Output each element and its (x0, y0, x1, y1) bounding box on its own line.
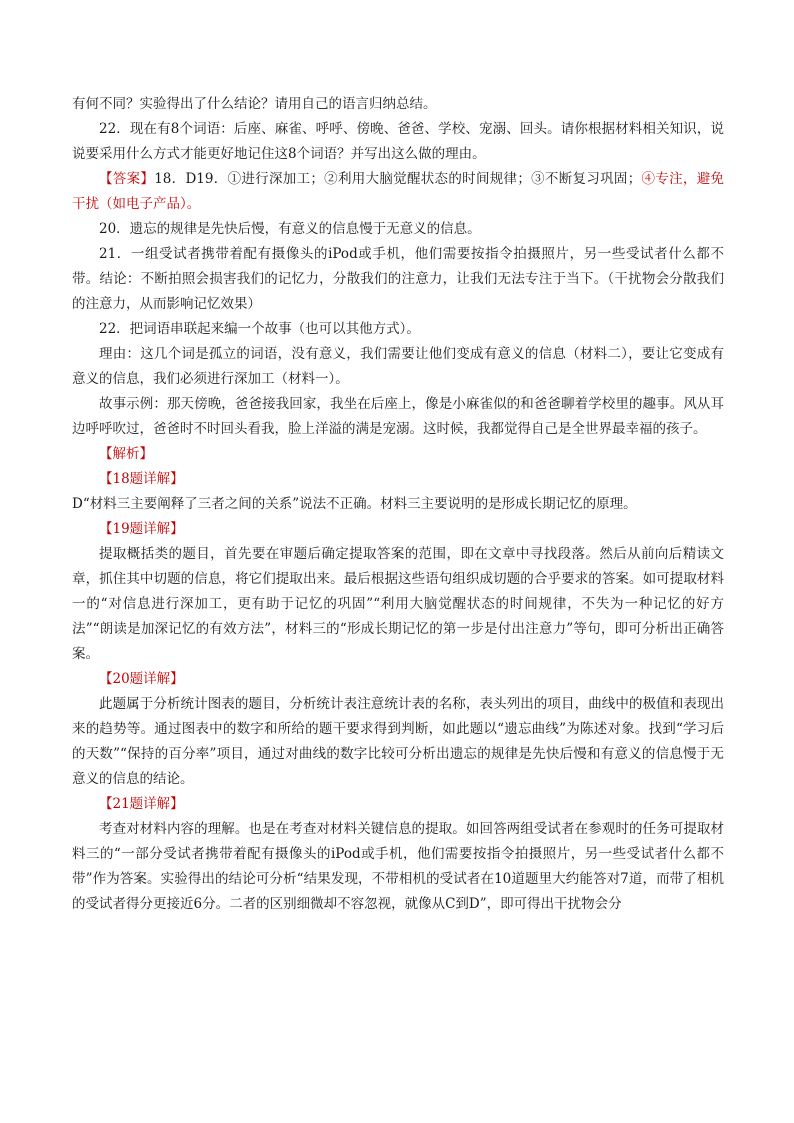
heading-q18-detail: 【18题详解】 (99, 471, 184, 487)
answer-label: 【答案】 (99, 171, 155, 187)
heading-analysis: 【解析】 (99, 446, 153, 462)
paragraph-q22: 22．现在有8个词语：后座、麻雀、呼呼、傍晚、爸爸、学校、宠溺、回头。请你根据材料相关知识，说说要采用什么方式才能更好地记住这8个词语？并写出这么做的理由。 (72, 121, 724, 162)
answer-red-text: ④专注，避免干扰（如电子产品）。 (72, 171, 725, 212)
paragraph-q21-detail: 考查对材料内容的理解。也是在考查对材料关键信息的提取。如回答两组受试者在参观时的任务可提取材料三的“一部分受试者携带着配有摄像头的iPod或手机，他们需要按指令拍摄照片，另一些受试者什么都不带”作为答案。实验得出的结论可分析“结果发现，不带相机的受试者在10道题里大约能答对7道，而带了相机的受试者得分更接近6分。二者的区别细微却不容忽视，就像从C到D”，即可得出干扰物会分 (72, 821, 724, 912)
paragraph-q21-tail: 有何不同？实验得出了什么结论？请用自己的语言归纳总结。 (72, 96, 437, 112)
paragraph-story-example: 故事示例：那天傍晚，爸爸接我回家，我坐在后座上，像是小麻雀似的和爸爸聊着学校里的趣事。风从耳边呼呼吹过，爸爸时不时回头看我，脸上洋溢的满是宠溺。这时候，我都觉得自己是全世界最幸福的孩子。 (72, 396, 724, 437)
heading-q19-detail: 【19题详解】 (99, 521, 184, 537)
paragraph-answer-22: 22．把词语串联起来编一个故事（也可以其他方式）。 (99, 321, 420, 337)
answer-black-text: 18．D19．①进行深加工；②利用大脑觉醒状态的时间规律；③不断复习巩固； (154, 171, 642, 187)
paragraph-answer (72, 167, 724, 217)
paragraph-reason: 理由：这几个词是孤立的词语，没有意义，我们需要让他们变成有意义的信息（材料二），要让它变成有意义的信息，我们必须进行深加工（材料一）。 (72, 346, 724, 387)
heading-q20-detail: 【20题详解】 (99, 671, 184, 687)
paragraph-answer-21: 21．一组受试者携带着配有摄像头的iPod或手机，他们需要按指令拍摄照片，另一些受试者什么都不带。结论：不断拍照会损害我们的记忆力，分散我们的注意力，让我们无法专注于当下。（干扰物会分散我们的注意力，从而影响记忆效果） (72, 246, 724, 312)
heading-q21-detail: 【21题详解】 (99, 796, 184, 812)
paragraph-answer-20: 20．遗忘的规律是先快后慢，有意义的信息慢于无意义的信息。 (99, 221, 481, 237)
paragraph-q20-detail: 此题属于分析统计图表的题目，分析统计表注意统计表的名称，表头列出的项目，曲线中的极值和表现出来的趋势等。通过图表中的数字和所给的题干要求得到判断，如此题以“遗忘曲线”为陈述对象。找到“学习后的天数”“保持的百分率”项目，通过对曲线的数字比较可分析出遗忘的规律是先快后慢和有意义的信息慢于无意义的信息的结论。 (72, 696, 724, 787)
document-page (72, 92, 724, 917)
paragraph-q19-detail: 提取概括类的题目，首先要在审题后确定提取答案的范围，即在文章中寻找段落。然后从前向后精读文章，抓住其中切题的信息，将它们提取出来。最后根据这些语句组织成切题的合乎要求的答案。如可提取材料一的“对信息进行深加工，更有助于记忆的巩固”“利用大脑觉醒状态的时间规律，不失为一种记忆的好方法”“朗读是加深记忆的有效方法”，材料三的“形成长期记忆的第一步是付出注意力”等句，即可分析出正确答案。 (72, 546, 724, 662)
paragraph-q18-detail: D“材料三主要阐释了三者之间的关系”说法不正确。材料三主要说明的是形成长期记忆的原理。 (72, 496, 637, 512)
